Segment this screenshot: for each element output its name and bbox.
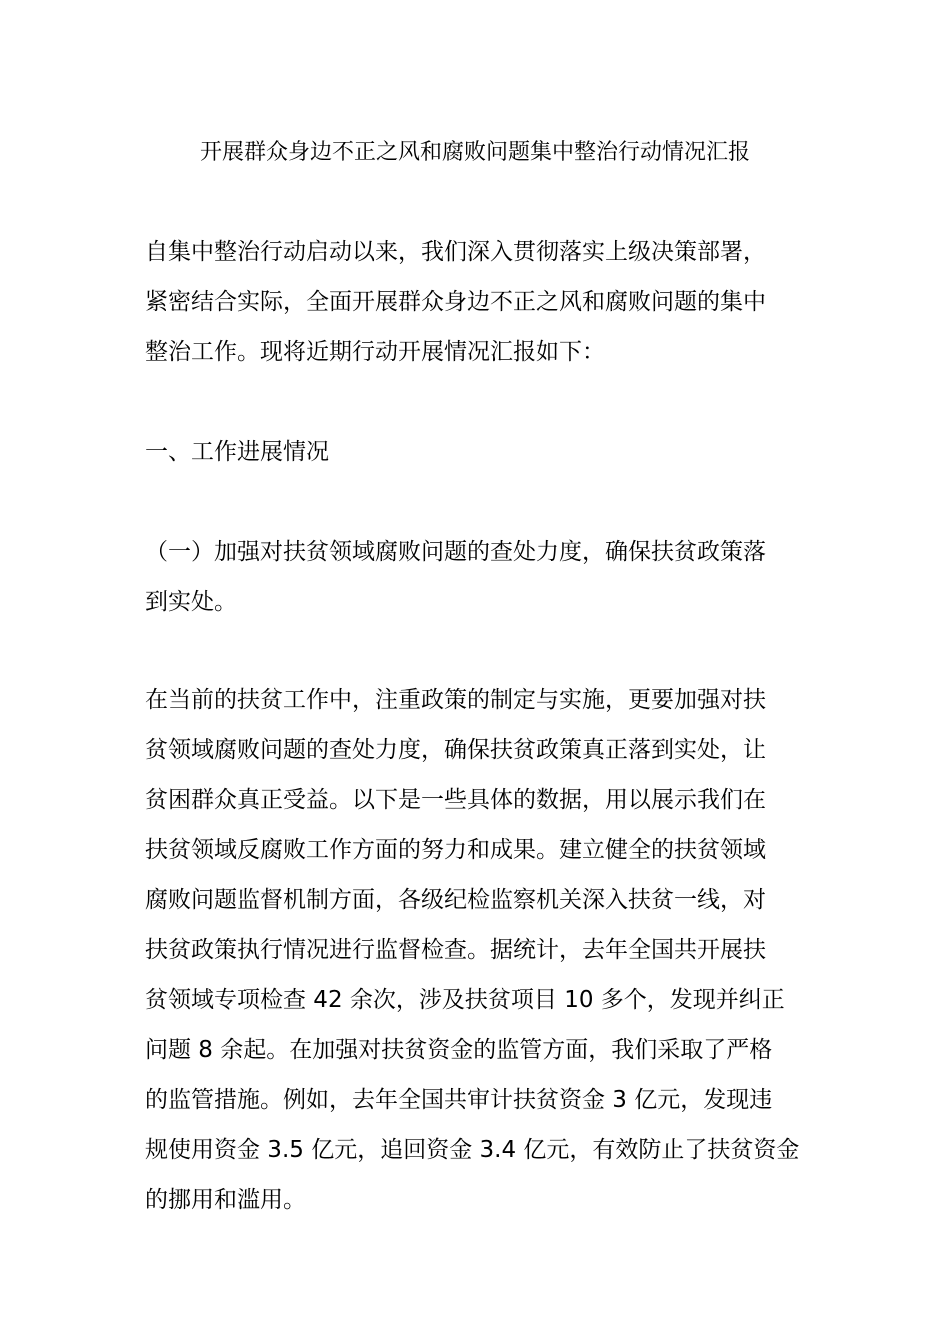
- intro-line: 整治工作。现将近期行动开展情况汇报如下：: [145, 339, 605, 365]
- body-line: 腐败问题监督机制方面，各级纪检监察机关深入扶贫一线，对: [145, 887, 766, 913]
- body-line: 贫领域专项检查 42 余次，涉及扶贫项目 10 多个，发现并纠正: [145, 987, 785, 1013]
- body-paragraph: [145, 675, 810, 1225]
- body-line: 的挪用和滥用。: [145, 1187, 306, 1213]
- body-line: 扶贫政策执行情况进行监督检查。据统计，去年全国共开展扶: [145, 937, 766, 963]
- intro-line: 紧密结合实际，全面开展群众身边不正之风和腐败问题的集中: [145, 289, 766, 315]
- intro-paragraph: [145, 227, 810, 377]
- body-line: 贫困群众真正受益。以下是一些具体的数据，用以展示我们在: [145, 787, 766, 813]
- subsection-heading-line: 到实处。: [145, 589, 237, 615]
- section-heading-text: 一、工作进展情况: [145, 439, 329, 465]
- subsection-heading-line: （一）加强对扶贫领域腐败问题的查处力度，确保扶贫政策落: [145, 539, 766, 565]
- body-line: 在当前的扶贫工作中，注重政策的制定与实施，更要加强对扶: [145, 687, 766, 713]
- document-title: 开展群众身边不正之风和腐败问题集中整治行动情况汇报: [199, 140, 750, 165]
- subsection-heading: [145, 527, 810, 627]
- section-heading: [145, 427, 810, 477]
- body-line: 的监管措施。例如，去年全国共审计扶贫资金 3 亿元，发现违: [145, 1087, 773, 1113]
- body-line: 问题 8 余起。在加强对扶贫资金的监管方面，我们采取了严格: [145, 1037, 773, 1063]
- intro-line: 自集中整治行动启动以来，我们深入贯彻落实上级决策部署，: [145, 239, 766, 265]
- body-line: 扶贫领域反腐败工作方面的努力和成果。建立健全的扶贫领域: [145, 837, 766, 863]
- body-line: 规使用资金 3.5 亿元，追回资金 3.4 亿元，有效防止了扶贫资金: [145, 1137, 800, 1163]
- body-line: 贫领域腐败问题的查处力度，确保扶贫政策真正落到实处，让: [145, 737, 766, 763]
